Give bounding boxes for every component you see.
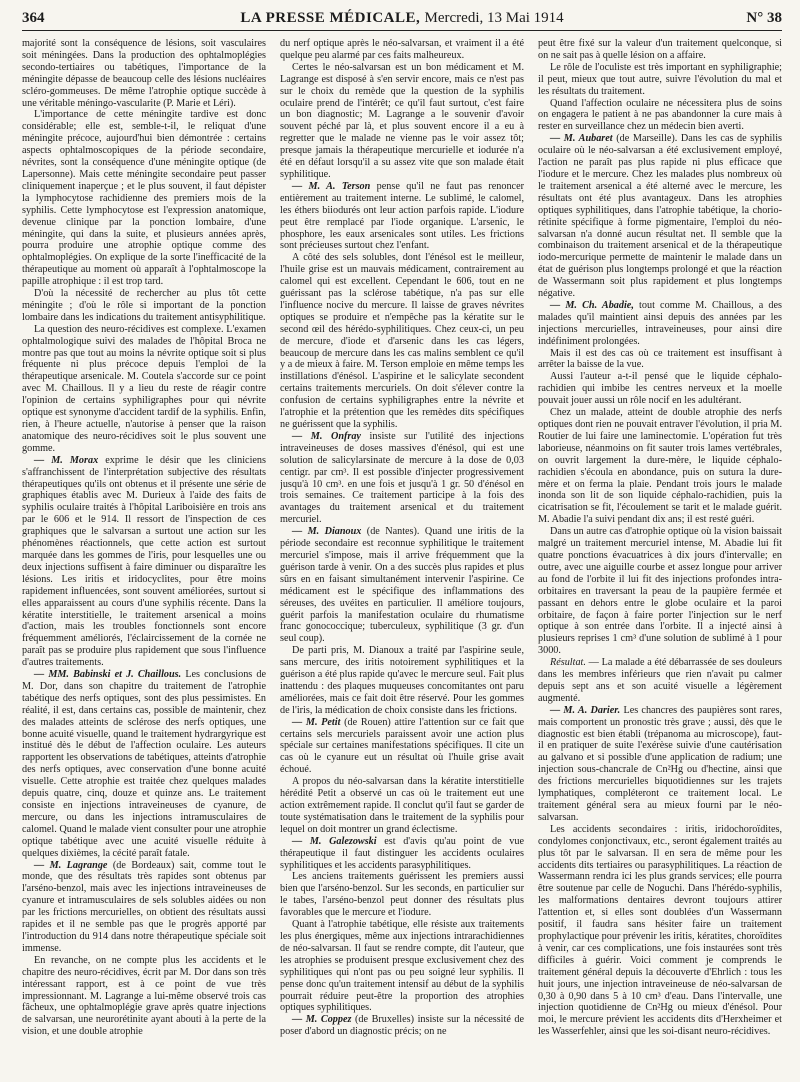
paragraph xyxy=(280,836,524,872)
journal-title-line xyxy=(82,10,722,27)
paragraph xyxy=(280,252,524,431)
paragraph-text: (de Rouen) attire l'attention sur ce fait que certains sels mercuriels paraissent avoir une action plus spéciale sur certaines manifestations spécifiques. Il cite un cas où le cyanure eut un résultat où l'huile grise avait échoué. xyxy=(280,716,524,776)
paragraph-text: Aussi l'auteur a-t-il pensé que le liquide céphalo-rachidien qui imbibe les centres nerveux et la moelle pouvait jouer aussi un rôle nocif en les adultérant. xyxy=(538,371,782,407)
paragraph-text: — La malade a été débarrassée de ses douleurs dans les membres inférieurs que rien n'avait pu calmer depuis sept ans et son acuité visuelle a légèrement augmenté. xyxy=(538,657,782,704)
paragraph xyxy=(538,62,782,98)
paragraph xyxy=(538,133,782,300)
paragraph-text: Les conclusions de M. Dor, dans son chapitre du traitement de l'atrophie tabétique des nerfs optiques, sont des plus pessimistes. En réalité, il est, dans certains cas, possible de maintenir, chez des malades atteints de sclérose des nerfs optiques, une bonne acuité visuelle, quand le traitement hydrargyrique est institué dès le début de l'affection oculaire. Les auteurs rapportent les observations de tabétiques, atteints d'atrophie des nerfs optiques, avec conservation d'une bonne acuité visuelle. Cette atrophie est traitée chez quelques malades depuis quatre, cinq, douze et quinze ans. Le traitement consiste en injections intraveineuses de cyanure, de mercure, ou dans les injections intramusculaires de calomel. Quand le malade vient consulter pour une atrophie optique tabétique avec une acuité visuelle réduite à quelques dixièmes, la cécité paraît fatale. xyxy=(22,669,266,859)
inline-heading: Résultat. xyxy=(550,657,586,669)
text-columns xyxy=(22,38,782,1074)
paragraph-text: (de Nantes). Quand une iritis de la période secondaire est reconnue syphilitique le traitement mercuriel s'impose, mais il arrive fréquemment que la guérison tarde à venir. On a des succès plus rapides et plus sûrs en en faisant simultanément intervenir l'aspirine. Ce médicament est le spécifique des inflammations des séreuses, des uvéites en particulier. Il améliore toujours, guérit parfois la manifestation oculaire du rhumatisme franc gonococcique; tuberculeux, syphilitique (3 gr. d'un seul coup). xyxy=(280,526,524,645)
paragraph xyxy=(538,348,782,372)
paragraph-text: D'où la nécessité de rechercher au plus tôt cette méningite ; d'où le rôle si important de la ponction lombaire dans les indications du traitement antisyphilitique. xyxy=(22,288,266,323)
speaker-name: — M. Lagrange xyxy=(34,859,108,871)
paragraph-text: (de Bordeaux) sait, comme tout le monde, que des résultats très rapides sont obtenus par l'arséno-benzol, mais avec les injections intraveineuses de cyanure et intramusculaires de sels solubles aidées ou non par les frictions mercurielles, on obtient des résultats aussi rapides et il ne semble pas que le progrès apporté par l'introduction du 914 dans notre thérapeutique spéciale soit immense. xyxy=(22,859,266,954)
page-header xyxy=(22,10,782,31)
paragraph-text: Mais il est des cas où ce traitement est insuffisant à arrêter la baisse de la vue. xyxy=(538,347,782,371)
paragraph xyxy=(280,431,524,526)
paragraph-text: est d'avis qu'au point de vue thérapeutique il faut distinguer les accidents oculaires syphilitiques et les accidents parasyphilitiques. xyxy=(280,835,524,871)
paragraph xyxy=(280,776,524,836)
speaker-name: — MM. Babinski et J. Chaillous. xyxy=(34,669,182,681)
paragraph-text: A propos du néo-salvarsan dans la kératite interstitielle hérédité Petit a observé un cas où le traitement eut une action extrêmement rapide. Il conclut qu'il faut se garder de toute systématisation dans le traitement de la syphilis pour lequel on doit montrer un grand éclectisme. xyxy=(280,776,524,835)
paragraph-text: majorité sont la conséquence de lésions, soit vasculaires soit méningées. Dans la production des ophtalmoplégies secondo-tertiaires ou tabétiques, l'importance de la méningite dépasse de beaucoup celle des lésions nucléaires scléro-gommeuses. De même l'atrophie optique succède à une véritable méningo-vascularite (P. Marie et Léri). xyxy=(22,38,266,109)
paragraph xyxy=(538,824,782,1038)
paragraph-text: Chez un malade, atteint de double atrophie des nerfs optiques dont rien ne pouvait entraver l'évolution, il pria M. Routier de lui faire une laminectomie. L'opération fut très laborieuse, néanmoins on fit sauter trois lames vertébrales, on ouvrit largement la dure-mère, le liquide céphalo-rachidien s'écoula en abondance, puis on sutura la dure-mère et on ferma la plaie. Pendant trois jours le malade inonda son lit de son liquide céphalo-rachidien, puis la cicatrisation se fit, l'écoulement se tarit et le malade guérit. M. Abadie l'a suivi pendant dix ans; il est resté guéri. xyxy=(538,407,782,526)
paragraph xyxy=(538,38,782,62)
journal-title: LA PRESSE MÉDICALE, xyxy=(240,10,421,26)
paragraph-text: Les anciens traitements guérissent les premiers aussi bien que l'arséno-benzol. Sur les seconds, en particulier sur le tabes, l'arséno-benzol peut donner des résultats plus favorables que le mercure et l'iodure. xyxy=(280,871,524,919)
paragraph xyxy=(538,407,782,526)
paragraph xyxy=(22,288,266,324)
paragraph xyxy=(280,871,524,919)
paragraph xyxy=(22,669,266,860)
paragraph-text: (de Marseille). Dans les cas de syphilis oculaire où le néo-salvarsan a été exclusivement employé, l'action ne paraît pas plus rapide ni plus efficace que l'iodure et le mercure. Chez les malades plus nombreux où le traitement arsenical a été alterné avec le mercure, les résultats ont été plus avantageux. Dans les atrophies optiques syphilitiques, dans l'atrophie tabétique, la chorio-rétinite spécifique à forme pigmentaire, l'emploi du néo-salvarsan n'a donné aucun résultat net. Il semble que la combinaison du traitement arsenical et de la thérapeutique iodo-mercurique permette de maintenir le malade dans un état de guérison plus longtemps prolongé et que la réaction de Wassermann soit plus rapidement et plus longtemps négative. xyxy=(538,133,782,300)
paragraph xyxy=(22,955,266,1038)
speaker-name: — M. A. Terson xyxy=(292,180,371,192)
issue-date: Mercredi, 13 Mai 1914 xyxy=(424,10,564,26)
paragraph-text: Le rôle de l'oculiste est très important en syphiligraphie; il peut, mieux que tout autre, suivre l'évolution du mal et les résultats du traitement. xyxy=(538,61,782,97)
paragraph xyxy=(22,860,266,955)
column-1 xyxy=(22,38,266,1074)
paragraph xyxy=(538,526,782,657)
paragraph-text: De parti pris, M. Dianoux a traité par l'aspirine seule, sans mercure, des iritis notoirement syphilitiques et la guérison a été plus rapide qu'avec le mercure seul. Fait plus inattendu : des plaques muqueuses concomitantes ont paru améliorées, mais ce fait doit être réservé. Pour les gommes de l'iris, la médication de choix consiste dans les frictions. xyxy=(280,645,524,716)
paragraph-text: Quant à l'atrophie tabétique, elle résiste aux traitements les plus énergiques, même aux injections intrarachidiennes de néo-salvarsan. Il faut se rendre compte, dit l'auteur, que les atrophies se produisent presque exclusivement chez des syphilitiques qui n'ont pas ou peu soigné leur syphilis. Il pense donc qu'un traitement intensif au début de la syphilis pourrait réduire peut-être la proportion des atrophies optiques syphilitiques. xyxy=(280,919,524,1014)
speaker-name: — M. Aubaret xyxy=(550,133,613,145)
paragraph-text: La question des neuro-récidives est complexe. L'examen ophtalmologique suivi des malades de l'hôpital Broca ne montre pas que tout au moins la névrite optique soit si plus fréquente ni plus précoce depuis l'emploi de la thérapeutique arsenicale. M. Coutela s'accorde sur ce point avec M. Chaillous. Il y a lieu du reste de réagir contre l'opinion de certains syphiligraphes pour qui névrite optique est synonyme d'accident tardif de la syphilis. Enfin, rien, à l'heure actuelle, n'autorise à penser que la raison anatomique des neuro-récidives soit le plus souvent une gomme. xyxy=(22,323,266,454)
speaker-name: — M. Petit xyxy=(292,716,341,728)
paragraph-text: Les accidents secondaires : iritis, iridochoroïdites, condylomes conjonctivaux, etc., seront également traités au plus tôt par le salvarsan. Il en sera de même pour les accidents dits tertiaires ou parasyphilitiques. La réaction de Wassermann rendra ici les plus grands services; elle pourra être soutenue par celle de Noguchi. Dans l'hérédo-syphilis, les malformations dentaires devront toujours attirer l'attention et, si elles sont doublées d'un Wassermann positif, il faudra sans hésiter faire un traitement prophylactique pour prévenir les iritis, kératites, choroïdites à venir, car ces complications, une fois instaurées sont très difficiles à guérir. Voici comment je comprends le traitement général depuis la découverte d'Ehrlich : tous les huit jours, une injection intraveineuse de néo-salvarsan de 0,30 à 0,90 dans 5 à 10 cm³ d'eau. Dans l'intervalle, une injection quotidienne de Cn²Hg ou mieux d'énésol. Pour moi, le mercure prévient les accidents dits d'Herxheimer et les Wasserfehler, ainsi que les soi-disant neuro-récidives. xyxy=(538,823,782,1038)
paragraph xyxy=(280,645,524,716)
paragraph xyxy=(538,300,782,348)
paragraph-text: Quand l'affection oculaire ne nécessitera plus de soins on engagera le patient à ne pas abandonner la cure mais à rester en surveillance chez un médecin bien averti. xyxy=(538,97,782,133)
paragraph-text: Dans un autre cas d'atrophie optique où la vision baissait malgré un traitement mercuriel intense, M. Abadie lui fit quatre ponctions évacuatrices à dix jours d'intervalle; en outre, avec une aiguille courbe et assez longue pour arriver au fond de l'orbite il lui fit des injections profondes intra-orbitaires en traversant la peau de la paupière fermée et passant en dehors entre le globe oculaire et la paroi orbitaire, de façon à faire porter l'injection sur le nerf optique à son entrée dans l'orbite. Il a injecté ainsi à plusieurs reprises 1 cm³ d'une solution de sublimé à 1 pour 3000. xyxy=(538,526,782,657)
column-2 xyxy=(280,38,524,1074)
paragraph xyxy=(538,657,782,705)
column-3 xyxy=(538,38,782,1074)
paragraph xyxy=(280,717,524,777)
paragraph xyxy=(280,919,524,1014)
paragraph-text: A côté des sels solubles, dont l'énésol est le meilleur, l'huile grise est un mauvais médicament, contrairement au calomel qui est excellent. Cependant le 606, tout en ne guérissant pas la sclérose tabétique, n'a pas sur elle l'influence nocive du mercure. Il laisse de graves névrites optiques se produire et n'empêche pas la kératite sur le second œil des hérédo-syphilitiques. Chez ceux-ci, un peu de mercure, d'iode et d'arsenic dans les cas légers, beaucoup de mercure dans les cas malins semblent ce qu'il y a de mieux à faire. M. Terson emploie en même temps les instillations d'énésol. L'aspirine et le salicylate secondent certains traitements mercuriels. On doit s'élever contre la confusion de certains syphiligraphes entre la névrite et l'atrophie et la prétention que les remèdes dits spécifiques ne guérissent que la syphilis. xyxy=(280,252,524,430)
paragraph xyxy=(280,62,524,181)
paragraph xyxy=(280,181,524,252)
paragraph-text: peut être fixé sur la valeur d'un traitement quelconque, si on ne sait pas à quelle lésion on a affaire. xyxy=(538,38,782,61)
paragraph xyxy=(22,109,266,288)
paragraph xyxy=(22,38,266,109)
paragraph-text: pense qu'il ne faut pas renoncer entièrement au traitement interne. Le sublimé, le calomel, les éthers biiodurés ont leur action parfois rapide. L'iodure peut être remplacé par l'iode organique. L'arsenic, le phosphore, les eaux arsenicales sont utiles. Les frictions sont précieuses surtout chez l'enfant. xyxy=(280,180,524,252)
paragraph xyxy=(280,526,524,645)
paragraph xyxy=(280,1014,524,1038)
paragraph xyxy=(22,324,266,455)
newspaper-page xyxy=(22,10,782,1074)
speaker-name: — M. A. Darier. xyxy=(550,704,621,716)
paragraph-text: En revanche, on ne compte plus les accidents et le chapitre des neuro-récidives, écrit par M. Dor dans son très intéressant rapport, est à ce point de vue très impressionnant. M. Lagrange a lui-même observé trois cas fâcheux, une ophtalmoplégie grave après quatre injections de salvarsan, une neurorétinite ayant abouti à la perte de la vision, et une double atrophie xyxy=(22,954,266,1038)
paragraph xyxy=(280,38,524,62)
paragraph-text: tout comme M. Chaillous, a des malades qu'il maintient ainsi depuis des années par les injections mercurielles, intraveineuses, pour ainsi dire indéfiniment prolongées. xyxy=(538,299,782,347)
paragraph xyxy=(538,371,782,407)
paragraph xyxy=(538,705,782,824)
issue-number: N° 38 xyxy=(746,10,782,26)
paragraph-text: insiste sur l'utilité des injections intraveineuses de doses massives d'énésol, qui est une solution de salicylarsinate de mercure à la dose de 0,03 centigr. par cm³. Il est possible d'injecter progressivement jusqu'à 10 cm³. en une fois et jusqu'à 1 gr. 50 d'énésol en trois semaines. Ce traitement participe à la fois des avantages du traitement arsenical et du traitement mercuriel. xyxy=(280,430,524,526)
paragraph-text: Les chancres des paupières sont rares, mais comportent un pronostic très grave ; aussi, dès que le diagnostic est bien établi (trépanoma au microscope), faut-il en pratiquer de suite l'exérèse suivie d'une cautérisation au galvano et si possible d'une application de radium; une injection sous-chancrale de Cn²Hg ou d'hectine, ainsi que des frictions mercurielles biquotidiennes sur les trajets lymphatiques, compléteront ce traitement local. Le traitement général sera au mieux fourni par le néo-salvarsan. xyxy=(538,704,782,823)
speaker-name: — M. Onfray xyxy=(292,430,361,442)
paragraph-text: Certes le néo-salvarsan est un bon médicament et M. Lagrange est disposé à s'en servir encore, mais ce n'est pas sur le choix du remède que la question de la syphilis oculaire prend de l'intérêt; ce qu'il faut surtout, c'est faire un bon diagnostic; M. Lagrange a le souvenir d'avoir souvent péché par là, et plus souvent encore il a eu à regretter que le malade ne vienne pas le voir assez tôt; presque jamais la thérapeutique mercurielle et iodurée n'a été en défaut lorsqu'il a su assez vite que son malade était syphilitique. xyxy=(280,61,524,180)
paragraph-text: du nerf optique après le néo-salvarsan, et vraiment il a été quelque peu alarmé par ces faits malheureux. xyxy=(280,38,524,61)
speaker-name: — M. Morax xyxy=(34,454,99,466)
speaker-name: — M. Galezowski xyxy=(292,835,377,847)
paragraph-text: (de Bruxelles) insiste sur la nécessité de poser d'abord un diagnostic précis; on ne xyxy=(280,1014,524,1038)
paragraph-text: exprime le désir que les cliniciens s'affranchissent de l'interprétation subjective des résultats thérapeutiques qu'ils ont obtenus et il présente une série de graphiques établis avec M. Durieux à l'aide des faits de syphilis oculaire traités à l'hôpital Lariboisière en trois ans par le 606 et le 914. Il ressort de l'inspection de ces graphiques que le salvarsan a surtout une action sur les phénomènes réactionnels, que cette action est surtout marquée dans les gommes de l'iris, pour lesquelles une ou deux injections suffisent à faire diminuer ou disparaître les lésions. Les iritis et iridocyclites, pour être moins rapidement influencées, sont souvent améliorées, surtout si elles apparaissent au cours d'une syphilis récente. Dans la kératite interstitielle, le traitement arsenical a moins d'action, mais les troubles fonctionnels sont encore fréquemment améliorés, l'éclaircissement de la cornée ne paraît pas se produire plus rapidement que sous l'influence d'autres traitements. xyxy=(22,454,266,669)
speaker-name: — M. Ch. Abadie, xyxy=(550,299,634,311)
paragraph xyxy=(538,98,782,134)
speaker-name: — M. Coppez xyxy=(292,1014,352,1026)
speaker-name: — M. Dianoux xyxy=(292,526,362,538)
paragraph xyxy=(22,455,266,669)
paragraph-text: L'importance de cette méningite tardive est donc considérable; elle est, semble-t-il, le reliquat d'une méningite précoce, aujourd'hui bien démontrée : certains aspects ophtalmoscopiques de la période secondaire, névrites, sont la conséquence d'une méningite optique (de Lapersonne). Mais cette méningite secondaire peut passer cliniquement inaperçue ; et le plus souvent, il faut dépister la lymphocytose rachidienne des premiers mois de la syphilis. Cette lymphocytose est l'expression anatomique, devenue clinique par la ponction lombaire, d'une méningite, qui dans la suite, et plusieurs années après, pourra produire une atrophie optique comme des ophtalmoplégies. On explique de la sorte l'inefficacité de la thérapeutique au moment où apparaît à l'ophtalmoscope la papille atrophique : il est trop tard. xyxy=(22,109,266,288)
page-number: 364 xyxy=(22,10,45,26)
